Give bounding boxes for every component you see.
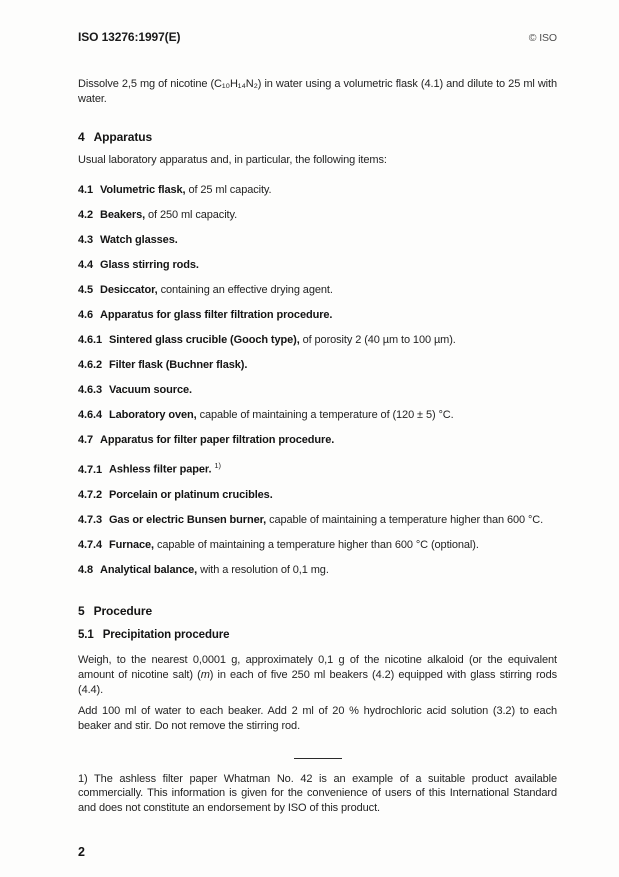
clause-title: Porcelain or platinum crucibles.: [108, 488, 273, 501]
clause-text: containing an effective drying agent.: [157, 284, 333, 296]
clause-number: 4.5: [78, 284, 93, 296]
apparatus-item-4-7-2: [78, 488, 557, 503]
clause-number: 4.7: [78, 434, 93, 446]
clause-title: Ashless filter paper.: [108, 463, 212, 476]
footnote-reference-mark: 1): [214, 461, 221, 470]
apparatus-item-4-6: [78, 308, 557, 323]
clause-text: of 250 ml capacity.: [145, 209, 238, 221]
clause-number: 4.8: [78, 563, 93, 576]
apparatus-item-4-6-3: [78, 383, 557, 398]
clause-text: of 25 ml capacity.: [185, 184, 272, 196]
clause-title: Sintered glass crucible (Gooch type),: [108, 334, 300, 346]
clause-number: 4.7.1: [78, 463, 102, 476]
section5-title: Procedure: [93, 603, 153, 618]
intro-paragraph: Dissolve 2,5 mg of nicotine (C₁₀H₁₄N₂) in water using a volumetric flask (4.1) and dilute to 25 ml with water.: [78, 78, 557, 105]
mass-symbol: m: [200, 668, 210, 681]
apparatus-item-4-5: [78, 283, 557, 298]
clause-number: 4.6: [78, 309, 93, 321]
apparatus-item-4-4: [78, 258, 557, 273]
apparatus-list: [78, 183, 557, 578]
apparatus-item-4-6-4: [78, 408, 557, 423]
section4-heading: [78, 130, 557, 145]
clause-number: 4.7.4: [78, 538, 102, 551]
apparatus-item-4-6-1: [78, 333, 557, 348]
apparatus-item-4-3: [78, 233, 557, 248]
clause-title: Analytical balance,: [100, 563, 198, 576]
apparatus-item-4-8: [78, 563, 557, 578]
clause-title: Glass stirring rods.: [100, 259, 199, 271]
section5-number: 5: [78, 603, 85, 618]
clause-title: Vacuum source.: [108, 384, 192, 396]
clause-number: 4.6.1: [78, 334, 102, 346]
apparatus-item-4-6-2: [78, 358, 557, 373]
clause-number: 4.1: [78, 184, 93, 196]
clause-number: 4.7.3: [78, 513, 102, 526]
clause-number: 4.6.4: [78, 409, 102, 421]
section5-heading: [78, 604, 557, 619]
clause-title: Furnace,: [108, 538, 155, 551]
section51-heading: [78, 628, 557, 643]
apparatus-item-4-7-3: [78, 513, 557, 528]
document-reference: ISO 13276:1997(E): [78, 30, 181, 44]
page-number: 2: [78, 845, 85, 860]
apparatus-item-4-1: [78, 183, 557, 198]
clause-title: Gas or electric Bunsen burner,: [108, 513, 267, 526]
apparatus-item-4-7-4: [78, 538, 557, 553]
clause-text: capable of maintaining a temperature higher than 600 °C (optional).: [154, 538, 479, 551]
clause-title: Watch glasses.: [100, 234, 178, 246]
clause-title: Apparatus for glass filter filtration procedure.: [100, 309, 333, 321]
footnote-text: 1) The ashless filter paper Whatman No. 42 is an example of a suitable product available commercially. This information is given for the convenience of users of this International Standard and does not constitute an endorsement by ISO of this product.: [78, 772, 557, 814]
clause-title: Volumetric flask,: [100, 184, 186, 196]
section4-lead: Usual laboratory apparatus and, in particular, the following items:: [78, 154, 387, 166]
clause-number: 4.6.2: [78, 359, 102, 371]
footnote-separator-rule: [294, 758, 342, 759]
clause-number: 4.7.2: [78, 488, 102, 501]
clause-title: Beakers,: [100, 209, 146, 221]
weigh-text-start: Weigh, to the nearest 0,0001 g, approximately 0,1 g of the nicotine alkaloid (or the equivalent amount of nicotine salt) (: [78, 653, 557, 681]
add-paragraph: Add 100 ml of water to each beaker. Add 2 ml of 20 % hydrochloric acid solution (3.2) to each beaker and stir. Do not remove the stirring rod.: [78, 704, 557, 732]
apparatus-item-4-7: [78, 433, 557, 448]
section4-title: Apparatus: [93, 130, 153, 144]
weigh-text-end: ) in each of five 250 ml beakers (4.2) equipped with glass stirring rods (4.4).: [78, 668, 557, 696]
clause-title: Desiccator,: [100, 284, 158, 296]
clause-text: capable of maintaining a temperature of (120 ± 5) °C.: [196, 409, 454, 421]
section4-number: 4: [78, 130, 85, 144]
clause-text: with a resolution of 0,1 mg.: [197, 563, 329, 576]
clause-title: Apparatus for filter paper filtration procedure.: [100, 434, 335, 446]
clause-number: 4.2: [78, 209, 93, 221]
section51-title: Precipitation procedure: [102, 628, 230, 641]
clause-text: of porosity 2 (40 µm to 100 µm).: [299, 334, 456, 346]
weigh-paragraph: [78, 653, 557, 698]
page-header: [78, 30, 557, 45]
clause-number: 4.3: [78, 234, 93, 246]
clause-number: 4.4: [78, 259, 93, 271]
copyright-notice: © ISO: [528, 32, 557, 44]
clause-text: capable of maintaining a temperature higher than 600 °C.: [266, 513, 544, 526]
apparatus-item-4-7-1: [78, 458, 557, 478]
section51-number: 5.1: [78, 628, 94, 641]
apparatus-item-4-2: [78, 208, 557, 223]
clause-title: Laboratory oven,: [108, 409, 197, 421]
clause-title: Filter flask (Buchner flask).: [108, 359, 248, 371]
clause-number: 4.6.3: [78, 384, 102, 396]
